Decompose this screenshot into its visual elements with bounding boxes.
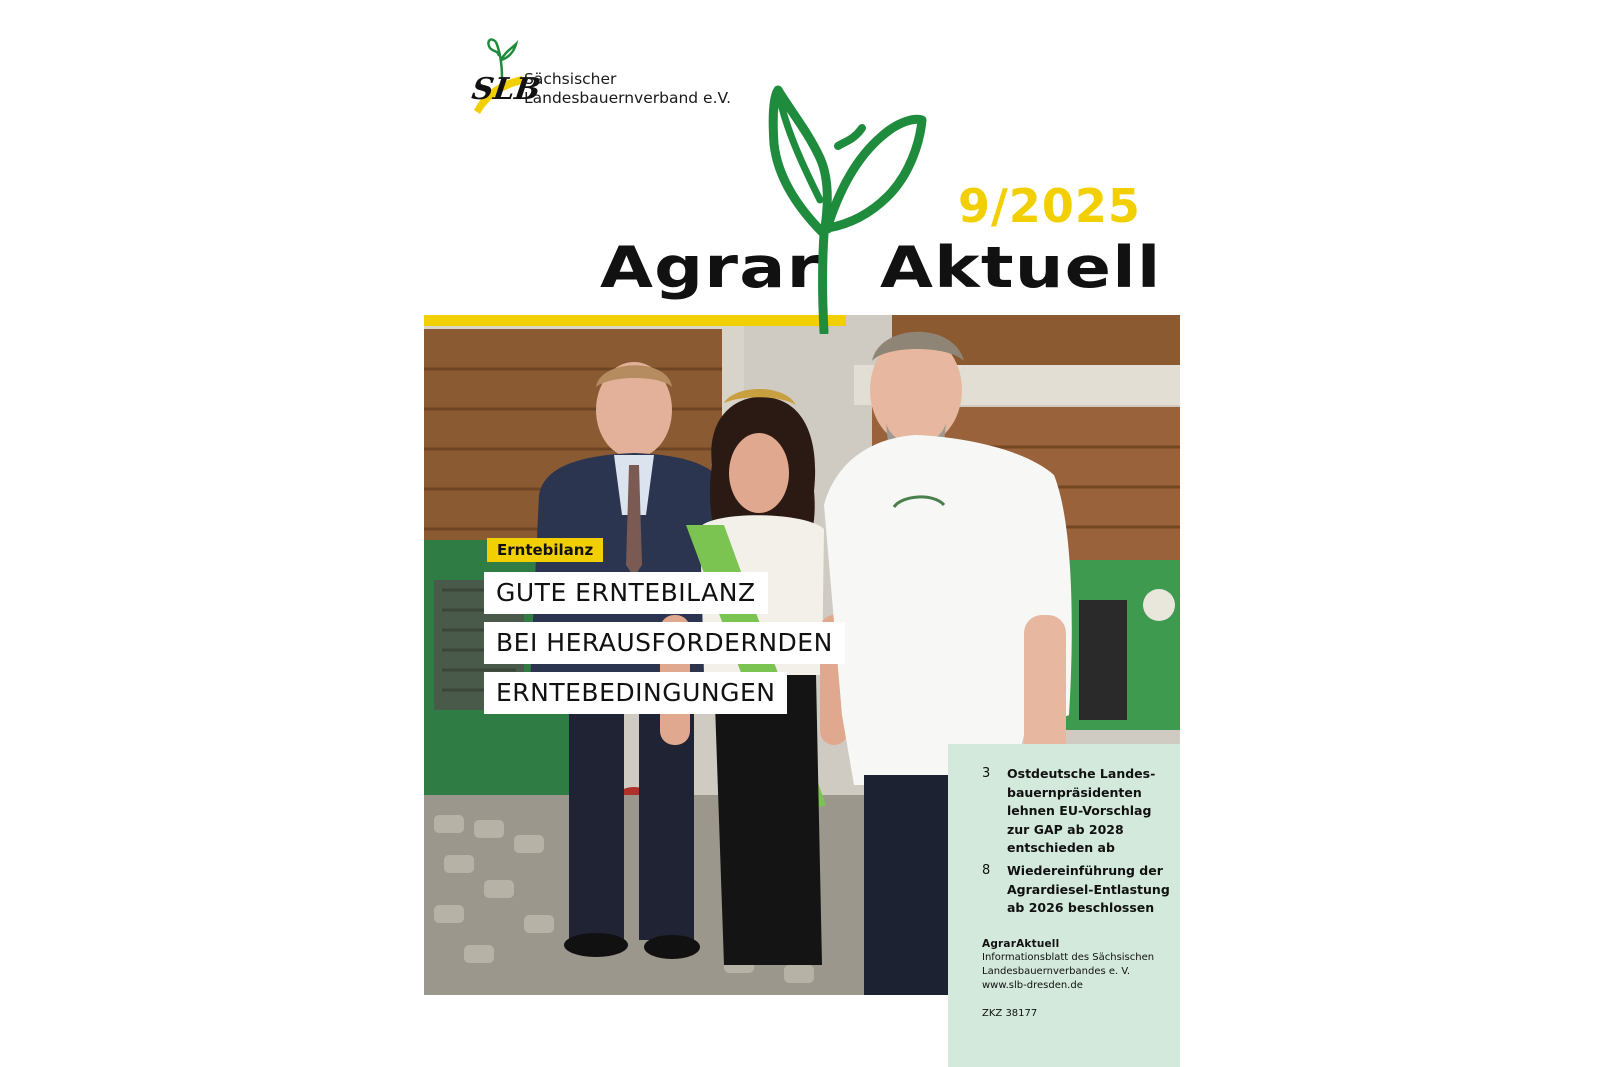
title-aktuell: Aktuell [880,235,1162,301]
title-agrar: Agrar [600,235,822,301]
issue-number: 9/2025 [958,179,1141,233]
organization-name [524,70,731,108]
organization-name-line-2: Landesbauernverband e.V. [524,89,732,107]
headline-line: GUTE ERNTEBILANZ [484,572,768,614]
headline-line: ERNTEBEDINGUNGEN [484,672,787,714]
imprint-zkz: ZKZ 38177 [982,1008,1038,1019]
toc-item-title: Wiedereinführung der Agrardiesel-Entlastung ab 2026 beschlossen [1007,863,1170,915]
toc-item-title: Ostdeutsche Landes- bauernpräsidenten lehnen EU-Vorschlag zur GAP ab 2028 entschieden ab [1007,766,1156,855]
toc-panel [948,744,1180,1067]
headline-line: BEI HERAUSFORDERNDEN [484,622,845,664]
logo-lettering: SLB [469,72,543,107]
imprint [982,937,1172,993]
category-tag: Erntebilanz [487,538,603,562]
sprout-icon [760,84,950,334]
organization-logo [469,34,732,120]
imprint-url[interactable]: www.slb-dresden.de [982,980,1083,991]
toc-page-number: 8 [982,863,991,878]
organization-name-line-1: Sächsischer [524,70,617,88]
imprint-description: Informationsblatt des Sächsischen Landesbauernverbandes e. V. [982,952,1155,977]
imprint-brand: AgrarAktuell [982,938,1060,950]
toc-page-number: 3 [982,766,991,781]
